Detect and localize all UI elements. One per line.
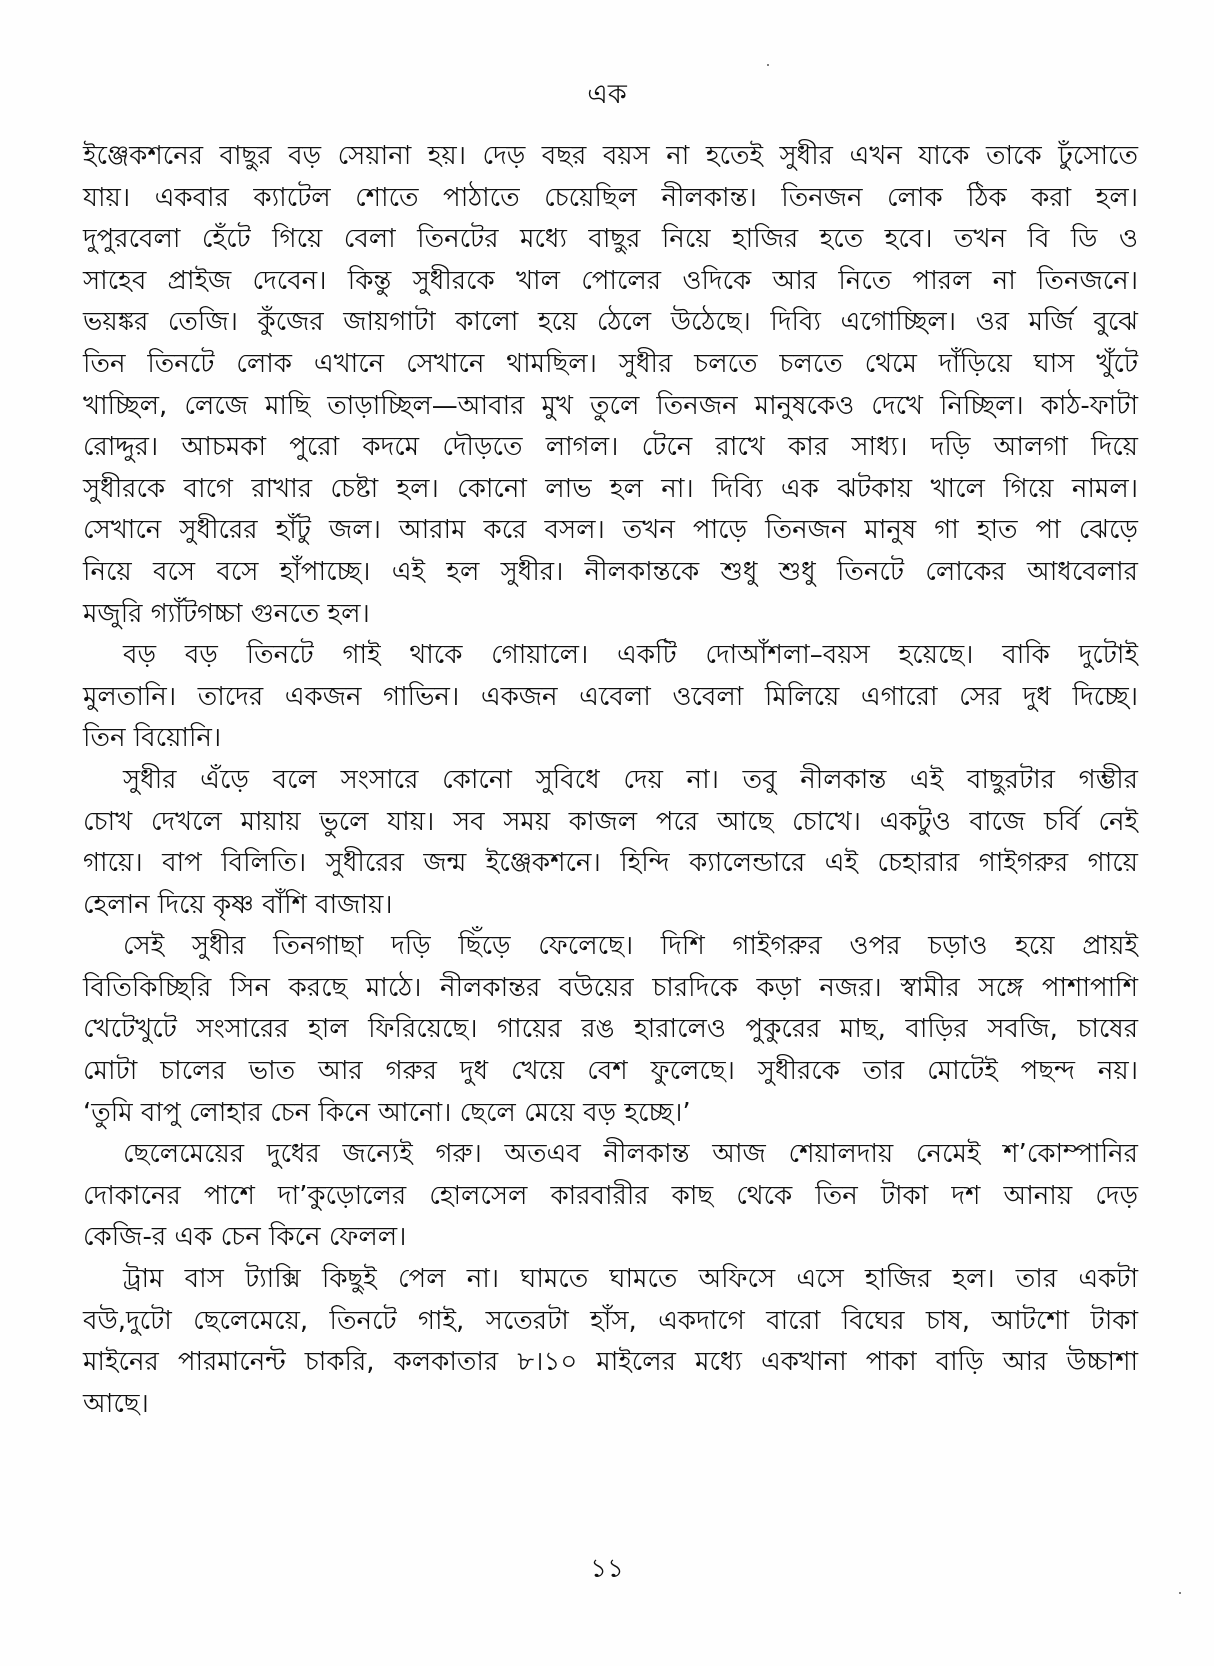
text-line: মাইনের পারমানেন্ট চাকরি, কলকাতার ৮।১০ মাইলের মধ্যে একখানা পাকা বাড়ি আর উচ্চাশা [83,1347,1138,1378]
text-line: খাচ্ছিল, লেজে মাছি তাড়াচ্ছিল—আবার মুখ তুলে তিনজন মানুষকেও দেখে নিচ্ছিল। কাঠ-ফাটা [83,390,1138,421]
paragraph [83,635,1138,760]
text-line: আছে। [83,1388,149,1419]
text-line: সুধীরকে বাগে রাখার চেষ্টা হল। কোনো লাভ হল না। দিব্যি এক ঝটকায় খালে গিয়ে নামল। [83,473,1138,504]
text-line: সাহেব প্রাইজ দেবেন। কিন্তু সুধীরকে খাল পোলের ওদিকে আর নিতে পারল না তিনজনে। [83,265,1138,296]
text-line: যায়। একবার ক্যাটেল শোতে পাঠাতে চেয়েছিল নীলকান্ত। তিনজন লোক ঠিক করা হল। [83,182,1138,213]
paragraph [83,1259,1138,1425]
text-line: মোটা চালের ভাত আর গরুর দুধ খেয়ে বেশ ফুলেছে। সুধীরকে তার মোটেই পছন্দ নয়। [83,1056,1138,1087]
text-line: মুলতানি। তাদের একজন গাভিন। একজন এবেলা ওবেলা মিলিয়ে এগারো সের দুধ দিচ্ছে। [83,681,1138,712]
paragraph [83,926,1138,1134]
text-line: ট্রাম বাস ট্যাক্সি কিছুই পেল না। ঘামতে ঘামতে অফিসে এসে হাজির হল। তার একটা [123,1264,1138,1295]
text-line: ‘তুমি বাপু লোহার চেন কিনে আনো। ছেলে মেয়ে বড় হচ্ছে।’ [83,1097,691,1128]
text-line: সুধীর এঁড়ে বলে সংসারে কোনো সুবিধে দেয় না। তবু নীলকান্ত এই বাছুরটার গম্ভীর [123,764,1138,795]
text-line: ইঞ্জেকশনের বাছুর বড় সেয়ানা হয়। দেড় বছর বয়স না হতেই সুধীর এখন যাকে তাকে ঢুঁসোতে [83,141,1138,171]
text-line: মজুরি গ্যাঁটগচ্চা গুনতে হল। [83,598,370,629]
scan-speck [1179,1592,1181,1594]
text-line: নিয়ে বসে বসে হাঁপাচ্ছে। এই হল সুধীর। নীলকান্তকে শুধু শুধু তিনটে লোকের আধবেলার [83,556,1138,587]
page-number: ১১ [590,1554,624,1584]
text-line: তিন বিয়োনি। [83,723,222,754]
text-line: তিন তিনটে লোক এখানে সেখানে থামছিল। সুধীর চলতে চলতে থেমে দাঁড়িয়ে ঘাস খুঁটে [83,348,1138,379]
text-line: চোখ দেখলে মায়ায় ভুলে যায়। সব সময় কাজল পরে আছে চোখে। একটুও বাজে চর্বি নেই [83,806,1138,837]
body-text [83,136,1138,1425]
text-line: গায়ে। বাপ বিলিতি। সুধীরের জন্ম ইঞ্জেকশনে। হিন্দি ক্যালেন্ডারে এই চেহারার গাইগরুর গায়ে [83,848,1138,879]
text-line: দুপুরবেলা হেঁটে গিয়ে বেলা তিনটের মধ্যে বাছুর নিয়ে হাজির হতে হবে। তখন বি ডি ও [83,224,1138,255]
paragraph [83,1134,1138,1259]
chapter-title: এক [587,79,627,110]
text-line: বিতিকিচ্ছিরি সিন করছে মাঠে। নীলকান্তর বউয়ের চারদিকে কড়া নজর। স্বামীর সঙ্গে পাশাপাশি [83,972,1138,1003]
text-line: ভয়ঙ্কর তেজি। কুঁজের জায়গাটা কালো হয়ে ঠেলে উঠেছে। দিব্যি এগোচ্ছিল। ওর মর্জি বুঝে [83,307,1138,338]
text-line: দোকানের পাশে দা’কুড়োলের হোলসেল কারবারীর কাছ থেকে তিন টাকা দশ আনায় দেড় [83,1180,1138,1211]
paragraph [83,760,1138,926]
text-line: সেই সুধীর তিনগাছা দড়ি ছিঁড়ে ফেলেছে। দিশি গাইগরুর ওপর চড়াও হয়ে প্রায়ই [123,931,1138,962]
text-line: ছেলেমেয়ের দুধের জন্যেই গরু। অতএব নীলকান্ত আজ শেয়ালদায় নেমেই শ’কোম্পানির [123,1139,1138,1170]
paragraph [83,136,1138,635]
text-line: বড় বড় তিনটে গাই থাকে গোয়ালে। একটি দোআঁশলা–বয়স হয়েছে। বাকি দুটোই [123,640,1138,671]
text-line: রোদ্দুর। আচমকা পুরো কদমে দৌড়তে লাগল। টেনে রাখে কার সাধ্য। দড়ি আলগা দিয়ে [83,432,1138,463]
text-line: বউ,দুটো ছেলেমেয়ে, তিনটে গাই, সতেরটা হাঁস, একদাগে বারো বিঘের চাষ, আটশো টাকা [83,1305,1138,1336]
text-line: কেজি-র এক চেন কিনে ফেলল। [83,1222,407,1253]
text-line: খেটেখুটে সংসারের হাল ফিরিয়েছে। গায়ের রঙ হারালেও পুকুরের মাছ, বাড়ির সবজি, চাষের [83,1014,1138,1045]
text-line: হেলান দিয়ে কৃষ্ণ বাঁশি বাজায়। [83,889,393,920]
text-line: সেখানে সুধীরের হাঁটু জল। আরাম করে বসল। তখন পাড়ে তিনজন মানুষ গা হাত পা ঝেড়ে [83,515,1138,546]
scan-speck [767,64,769,66]
